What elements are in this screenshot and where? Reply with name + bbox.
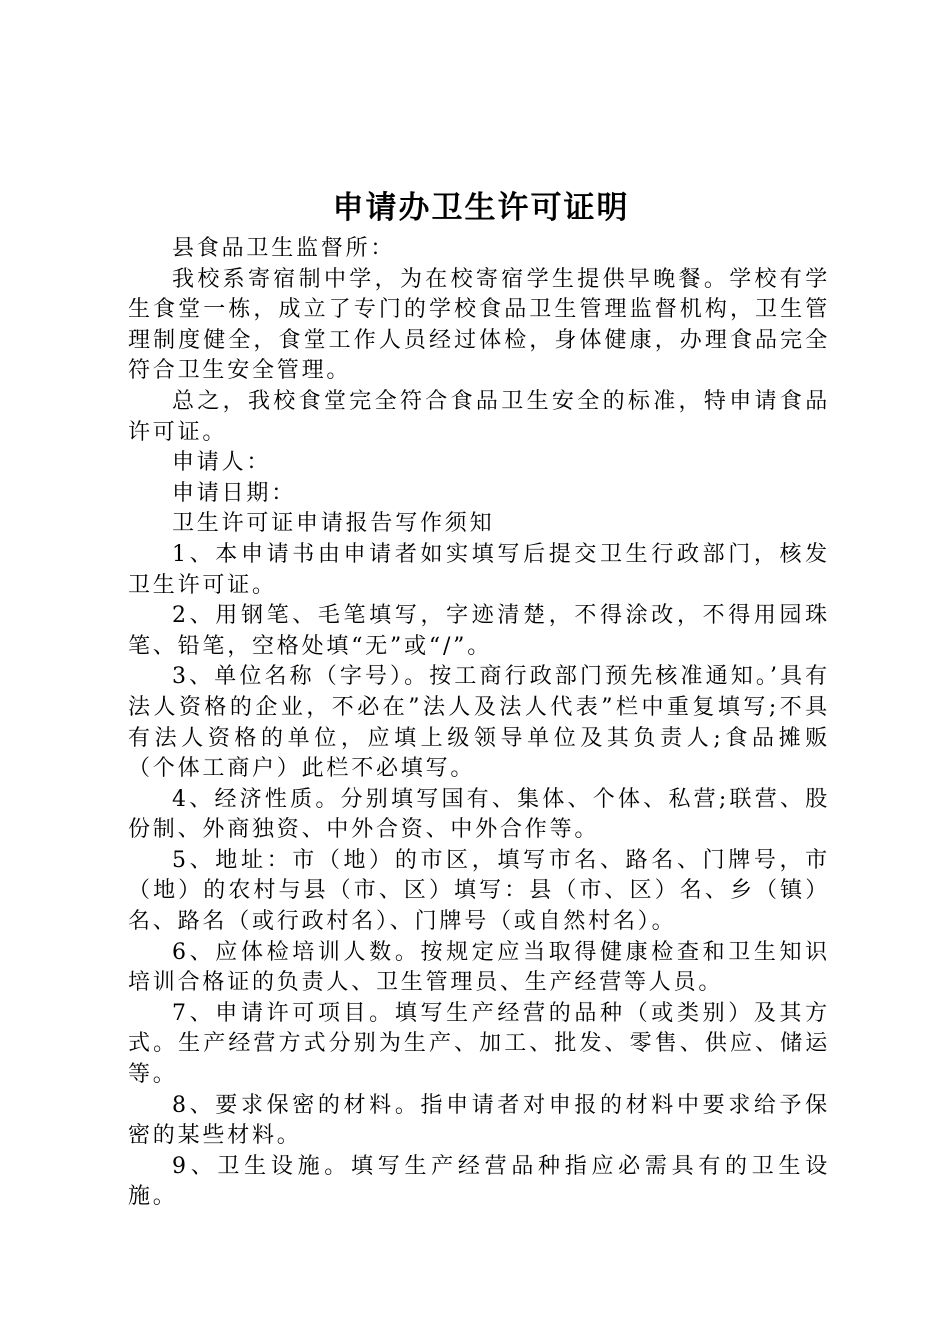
salutation: 县食品卫生监督所： (172, 236, 396, 261)
instruction-item: 2、用钢笔、毛笔填写，字迹清楚，不得涂改，不得用园珠笔、铅笔，空格处填“无”或“/”。 (128, 603, 830, 659)
body-paragraph: 我校系寄宿制中学，为在校寄宿学生提供早晚餐。学校有学生食堂一栋，成立了专门的学校食品卫生管理监督机构，卫生管理制度健全，食堂工作人员经过体检，身体健康，办理食品完全符合卫生安全管理。 (128, 266, 830, 384)
document-title: 申请办卫生许可证明 (332, 190, 630, 226)
instruction-item: 5、地址：市（地）的市区，填写市名、路名、门牌号，市（地）的农村与县（市、区）填写：县（市、区）名、乡（镇）名、路名（或行政村名）、门牌号（或自然村名）。 (128, 847, 830, 935)
instruction-item: 8、要求保密的材料。指申请者对申报的材料中要求给予保密的某些材料。 (128, 1092, 830, 1149)
applicant-line: 申请人： (172, 450, 272, 476)
instruction-item: 1、本申请书由申请者如实填写后提交卫生行政部门，核发卫生许可证。 (128, 541, 830, 598)
instruction-item: 4、经济性质。分别填写国有、集体、个体、私营;联营、股份制、外商独资、中外合资、中外合作等。 (128, 786, 830, 843)
instruction-item: 6、应体检培训人数。按规定应当取得健康检查和卫生知识培训合格证的负责人、卫生管理员、生产经营等人员。 (128, 939, 830, 996)
instruction-item: 3、单位名称（字号）。按工商行政部门预先核准通知。’具有法人资格的企业，不必在”法人及法人代表”栏中重复填写;不具有法人资格的单位，应填上级领导单位及其负责人;食品摊贩（个体工商户）此栏不必填写。 (128, 664, 830, 782)
instruction-item: 7、申请许可项目。填写生产经营的品种（或类别）及其方式。生产经营方式分别为生产、加工、批发、零售、供应、储运等。 (128, 1000, 830, 1088)
section-heading: 卫生许可证申请报告写作须知 (172, 511, 495, 537)
instruction-item: 9、卫生设施。填写生产经营品种指应必需具有的卫生设施。 (128, 1153, 830, 1210)
document-body (128, 234, 830, 1213)
application-date-line: 申请日期： (172, 480, 297, 506)
body-paragraph: 总之，我校食堂完全符合食品卫生安全的标准，特申请食品许可证。 (128, 388, 830, 445)
